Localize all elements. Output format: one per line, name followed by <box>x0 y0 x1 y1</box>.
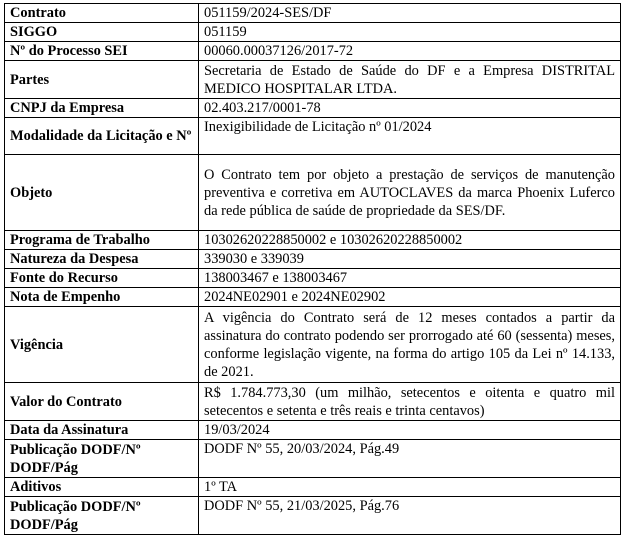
row-value: Inexigibilidade de Licitação nº 01/2024 <box>199 118 621 155</box>
row-value: DODF Nº 55, 20/03/2024, Pág.49 <box>199 440 621 478</box>
row-value: 10302620228850002 e 10302620228850002 <box>199 231 621 250</box>
row-label: Programa de Trabalho <box>5 231 199 250</box>
table-row <box>5 61 621 99</box>
table-row <box>5 4 621 23</box>
table-row <box>5 269 621 288</box>
contract-summary <box>4 3 621 535</box>
row-label: Modalidade da Licitação e Nº <box>5 118 199 155</box>
row-value: R$ 1.784.773,30 (um milhão, setecentos e oitenta e quatro mil setecentos e setenta e três reais e trinta centavos) <box>199 383 621 421</box>
row-label: Vigência <box>5 307 199 383</box>
table-row <box>5 250 621 269</box>
row-value: 138003467 e 138003467 <box>199 269 621 288</box>
row-value: 339030 e 339039 <box>199 250 621 269</box>
table-row <box>5 118 621 155</box>
table-row <box>5 478 621 497</box>
row-label: SIGGO <box>5 23 199 42</box>
table-row <box>5 307 621 383</box>
row-value: O Contrato tem por objeto a prestação de serviços de manutenção preventiva e corretiva em AUTOCLAVES da marca Phoenix Luferco da rede pública de saúde de propriedade da SES/DF. <box>199 155 621 231</box>
table-row <box>5 383 621 421</box>
row-label: Publicação DODF/Nº DODF/Pág <box>5 440 199 478</box>
row-value: 02.403.217/0001-78 <box>199 99 621 118</box>
table-row <box>5 231 621 250</box>
row-value: 1º TA <box>199 478 621 497</box>
table-row <box>5 23 621 42</box>
row-value: Secretaria de Estado de Saúde do DF e a Empresa DISTRITAL MEDICO HOSPITALAR LTDA. <box>199 61 621 99</box>
row-label: Publicação DODF/Nº DODF/Pág <box>5 497 199 535</box>
row-label: Natureza da Despesa <box>5 250 199 269</box>
table-row <box>5 440 621 478</box>
table-row <box>5 99 621 118</box>
row-label: Valor do Contrato <box>5 383 199 421</box>
row-label: Contrato <box>5 4 199 23</box>
row-label: Fonte do Recurso <box>5 269 199 288</box>
row-label: Objeto <box>5 155 199 231</box>
table-row <box>5 155 621 231</box>
row-label: Nota de Empenho <box>5 288 199 307</box>
row-value: 00060.00037126/2017-72 <box>199 42 621 61</box>
table-row <box>5 421 621 440</box>
row-value: 051159 <box>199 23 621 42</box>
contract-table <box>4 3 621 535</box>
row-label: Partes <box>5 61 199 99</box>
row-label: Aditivos <box>5 478 199 497</box>
row-value: A vigência do Contrato será de 12 meses contados a partir da assinatura do contrato podendo ser prorrogado até 60 (sessenta) meses, conforme legislação vigente, na forma do artigo 105 da Lei nº 14.133, de 2021. <box>199 307 621 383</box>
row-label: Nº do Processo SEI <box>5 42 199 61</box>
table-row <box>5 497 621 535</box>
row-value: DODF Nº 55, 21/03/2025, Pág.76 <box>199 497 621 535</box>
row-value: 19/03/2024 <box>199 421 621 440</box>
row-value: 051159/2024-SES/DF <box>199 4 621 23</box>
row-label: Data da Assinatura <box>5 421 199 440</box>
table-row <box>5 42 621 61</box>
row-label: CNPJ da Empresa <box>5 99 199 118</box>
table-row <box>5 288 621 307</box>
row-value: 2024NE02901 e 2024NE02902 <box>199 288 621 307</box>
